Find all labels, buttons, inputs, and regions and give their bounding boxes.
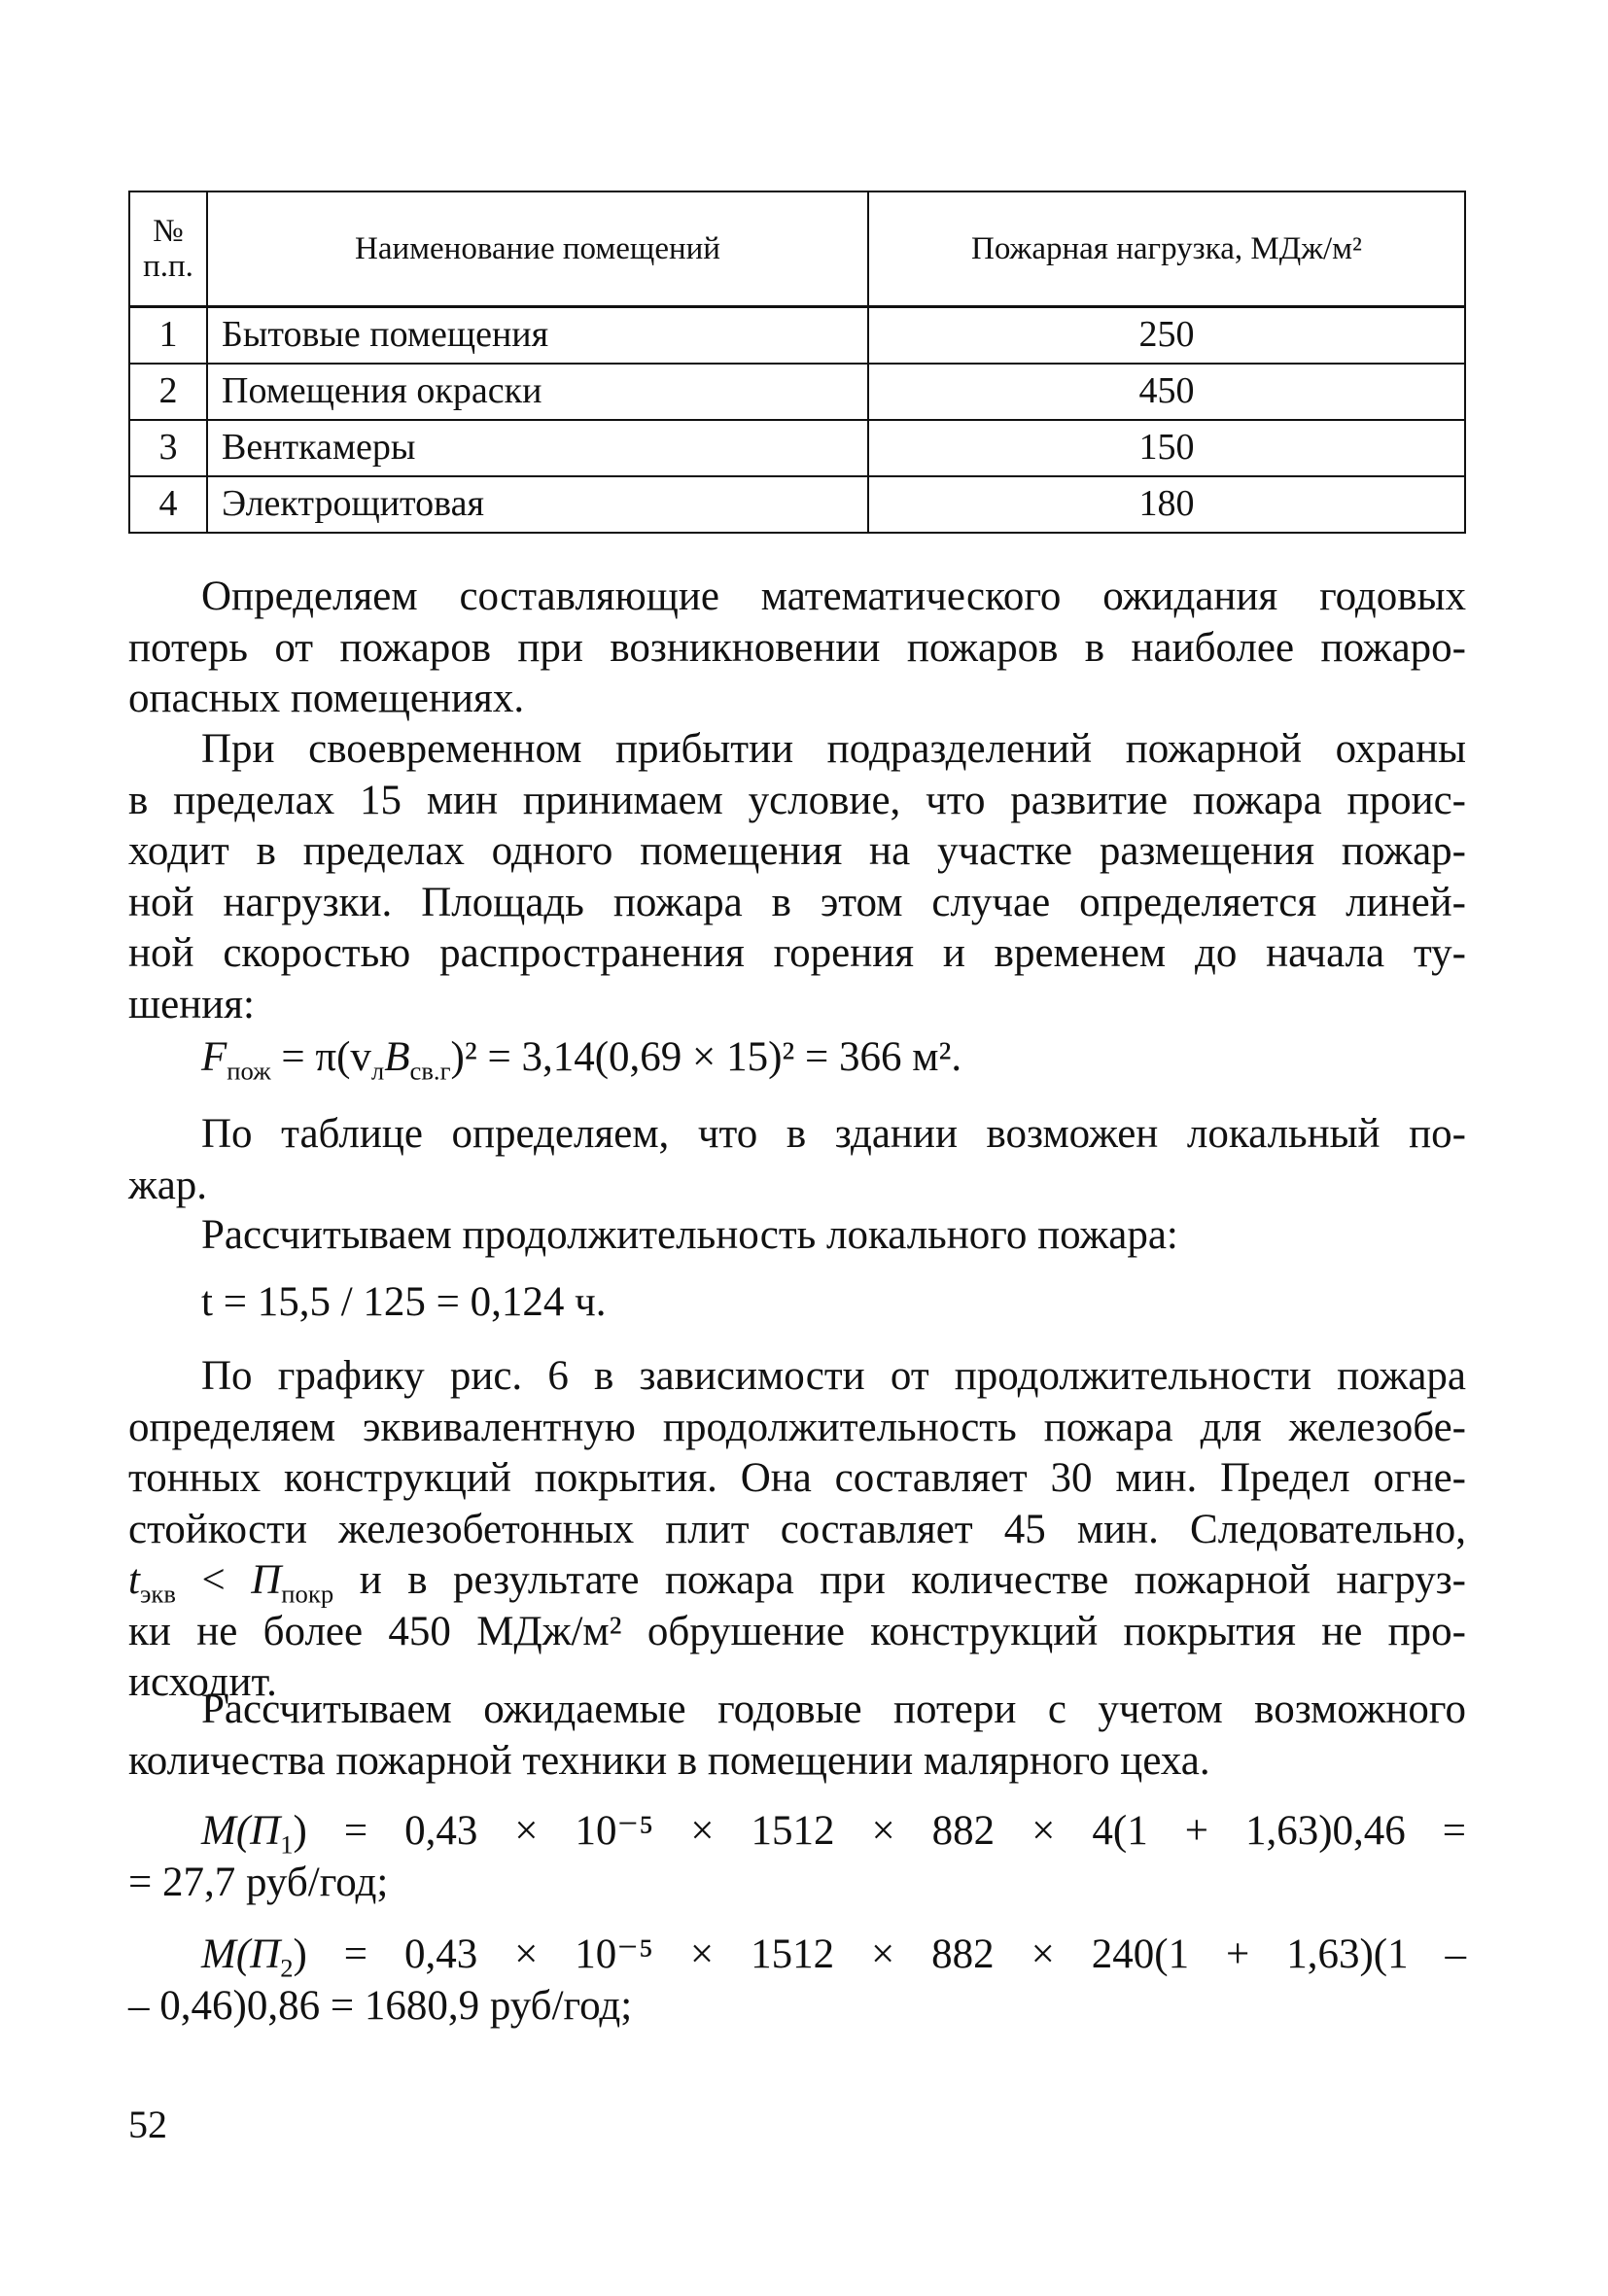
table-header-row (129, 191, 1465, 307)
text-line: Определяем составляющие математического ожидания годовых (201, 574, 1466, 619)
formula-text: )² = 3,14(0,69 × 15)² = 366 м². (450, 1034, 962, 1080)
text-line: опасных помещениях. (128, 676, 525, 721)
formula-loss-2 (128, 1930, 1466, 2032)
text-line: Рассчитываем продолжительность локального пожара: (201, 1212, 1178, 1258)
formula-loss-1 (128, 1806, 1466, 1908)
formula-text: ) = 0,43 × 10⁻⁵ × 1512 × 882 × 4(1 + 1,63)0,46 = (293, 1808, 1466, 1854)
fire-load-table (128, 191, 1466, 534)
text-line: определяем эквивалентную продолжительность пожара для железобе- (128, 1404, 1466, 1450)
formula-line: = 27,7 руб/год; (128, 1859, 389, 1905)
formula-text: ) = 0,43 × 10⁻⁵ × 1512 × 882 × 240(1 + 1,63)(1 – (293, 1931, 1466, 1977)
formula-symbol: B (384, 1034, 410, 1080)
header-room-name: Наименование помещений (207, 191, 868, 307)
text-line: Рассчитываем ожидаемые годовые потери с учетом возможного (201, 1687, 1466, 1732)
row-number: 2 (129, 364, 207, 420)
text-line: тонных конструкций покрытия. Она составляет 30 мин. Предел огне- (128, 1455, 1466, 1501)
formula-subscript: покр (281, 1579, 334, 1609)
row-room-name: Бытовые помещения (207, 307, 868, 365)
row-number: 1 (129, 307, 207, 365)
text-line (128, 1555, 1466, 1607)
table-row (129, 420, 1465, 476)
row-fire-load: 180 (868, 476, 1465, 533)
paragraph-local-fire (128, 1109, 1466, 1211)
formula-symbol: t (128, 1557, 140, 1603)
table-row (129, 476, 1465, 533)
text-line: ной нагрузки. Площадь пожара в этом случае определяется линей- (128, 879, 1466, 925)
text-line: количества пожарной техники в помещении малярного цеха. (128, 1737, 1210, 1784)
row-room-name: Электрощитовая (207, 476, 868, 533)
formula-fire-area (201, 1032, 961, 1084)
formula-line: – 0,46)0,86 = 1680,9 руб/год; (128, 1982, 633, 2029)
row-fire-load: 250 (868, 307, 1465, 365)
text-line: ходит в пределах одного помещения на участке размещения пожар- (128, 828, 1466, 874)
text-fragment: и в результате пожара при количестве пожарной нагруз- (333, 1557, 1466, 1603)
text-line: По графику рис. 6 в зависимости от продолжительности пожара (201, 1353, 1466, 1399)
text-line: исходит. (128, 1659, 277, 1705)
row-fire-load: 150 (868, 420, 1465, 476)
formula-line (128, 1930, 1466, 1981)
formula-duration (201, 1277, 607, 1329)
page-number: 52 (128, 2103, 167, 2146)
table-row (129, 307, 1465, 365)
table-row (129, 364, 1465, 420)
formula-symbol: М(П (201, 1931, 281, 1977)
formula-text: t = 15,5 / 125 = 0,124 ч. (201, 1279, 607, 1325)
text-line: шения: (128, 981, 255, 1027)
row-number: 3 (129, 420, 207, 476)
text-line: потерь от пожаров при возникновении пожаров в наиболее пожаро- (128, 624, 1466, 671)
paragraph-duration (128, 1210, 1466, 1262)
formula-subscript: 2 (280, 1953, 294, 1983)
formula-symbol: М(П (201, 1808, 281, 1854)
header-fire-load: Пожарная нагрузка, МДж/м² (868, 191, 1465, 307)
text-line: в пределах 15 мин принимаем условие, что развитие пожара проис- (128, 777, 1466, 823)
formula-subscript: пож (227, 1056, 271, 1086)
paragraph-expected-annual-losses (128, 1685, 1466, 1787)
row-room-name: Венткамеры (207, 420, 868, 476)
formula-symbol: F (201, 1034, 227, 1080)
text-line: ки не более 450 МДж/м² обрушение конструкций покрытия не про- (128, 1608, 1466, 1654)
text-line: По таблице определяем, что в здании возможен локальный по- (201, 1111, 1466, 1157)
formula-symbol: П (251, 1557, 282, 1603)
formula-subscript: экв (139, 1579, 176, 1609)
text-line: стойкости железобетонных плит составляет 45 мин. Следовательно, (128, 1506, 1466, 1552)
formula-text: = π(v (270, 1034, 371, 1080)
text-line: жар. (128, 1162, 208, 1208)
row-fire-load: 450 (868, 364, 1465, 420)
row-number: 4 (129, 476, 207, 533)
paragraph-expected-losses (128, 572, 1466, 725)
formula-subscript: л (370, 1056, 385, 1086)
formula-line (128, 1806, 1466, 1858)
formula-text: < (175, 1557, 252, 1603)
formula-subscript: св.г (409, 1056, 451, 1086)
paragraph-fire-area (128, 724, 1466, 1030)
formula-subscript: 1 (280, 1829, 294, 1860)
row-room-name: Помещения окраски (207, 364, 868, 420)
text-line: При своевременном прибытии подразделений пожарной охраны (201, 726, 1466, 772)
paragraph-fire-resistance (128, 1351, 1466, 1709)
text-line: ной скоростью распространения горения и временем до начала ту- (128, 930, 1466, 976)
header-number: № п.п. (129, 191, 207, 307)
